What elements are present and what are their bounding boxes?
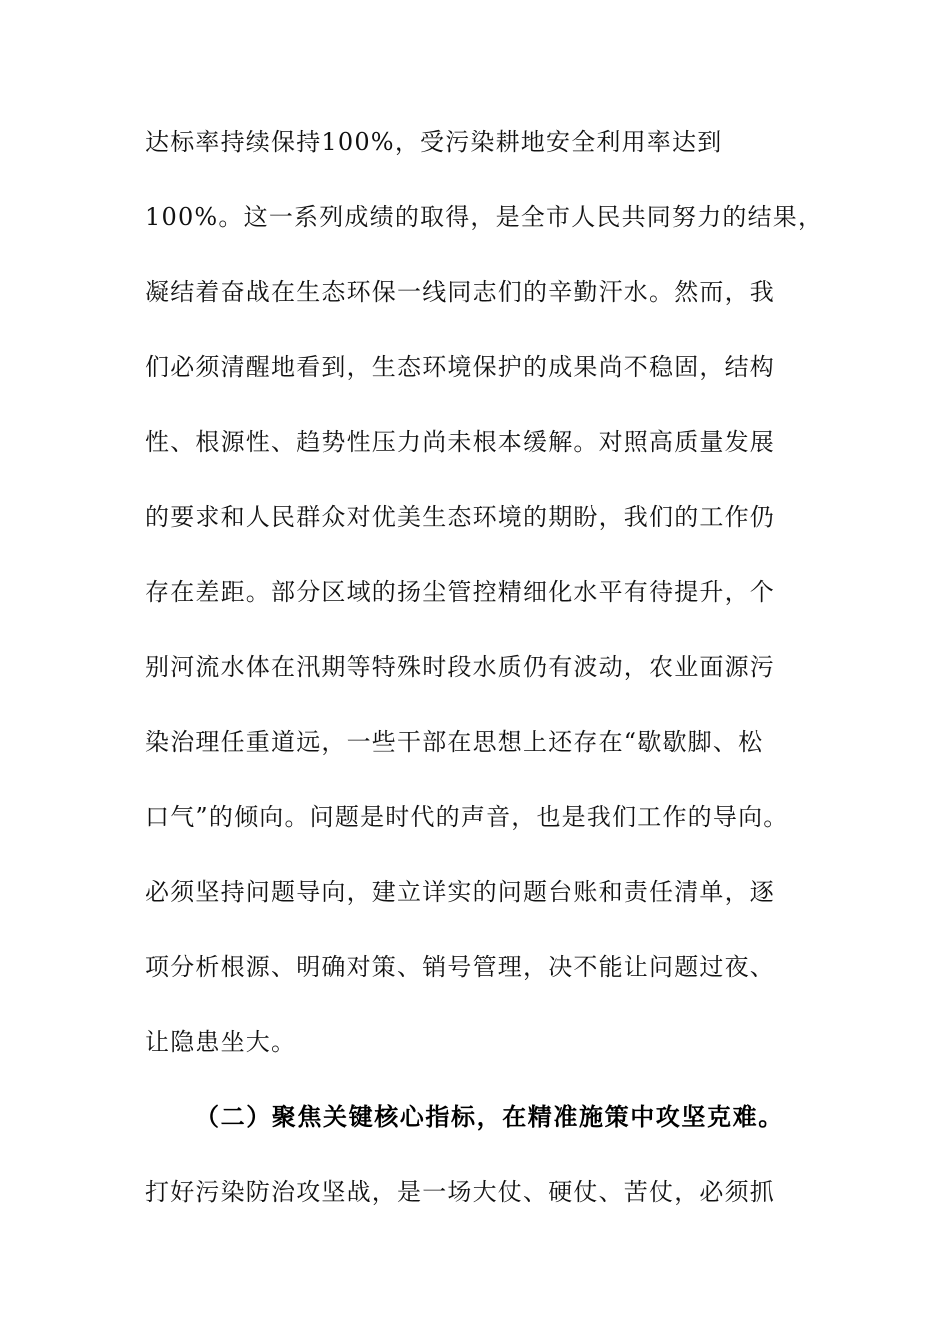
paragraph-1-line-9: 染治理任重道远，一些干部在思想上还存在“歇歇脚、松 <box>145 728 764 756</box>
paragraph-1-line-8: 别河流水体在汛期等特殊时段水质仍有波动，农业面源污 <box>145 653 775 681</box>
paragraph-1-line-11: 必须坚持问题导向，建立详实的问题台账和责任清单，逐 <box>145 878 775 906</box>
paragraph-1-line-1: 达标率持续保持100%，受污染耕地安全利用率达到 <box>145 128 723 156</box>
paragraph-1-line-5: 性、根源性、趋势性压力尚未根本缓解。对照高质量发展 <box>145 428 775 456</box>
paragraph-1-line-3: 凝结着奋战在生态环保一线同志们的辛勤汗水。然而，我 <box>145 278 775 306</box>
paragraph-1-line-10: 口气”的倾向。问题是时代的声音，也是我们工作的导向。 <box>145 803 789 831</box>
paragraph-2-line-1: 打好污染防治攻坚战，是一场大仗、硬仗、苦仗，必须抓 <box>145 1178 775 1206</box>
paragraph-1-line-6: 的要求和人民群众对优美生态环境的期盼，我们的工作仍 <box>145 503 775 531</box>
paragraph-1-line-12: 项分析根源、明确对策、销号管理，决不能让问题过夜、 <box>145 953 775 981</box>
paragraph-1-line-7: 存在差距。部分区域的扬尘管控精细化水平有待提升，个 <box>145 578 775 606</box>
paragraph-1-line-13: 让隐患坐大。 <box>145 1028 297 1056</box>
paragraph-1-line-4: 们必须清醒地看到，生态环境保护的成果尚不稳固，结构 <box>145 353 775 381</box>
paragraph-1-line-2: 100%。这一系列成绩的取得，是全市人民共同努力的结果， <box>145 203 824 231</box>
section-heading: （二）聚焦关键核心指标，在精准施策中攻坚克难。 <box>195 1103 784 1131</box>
